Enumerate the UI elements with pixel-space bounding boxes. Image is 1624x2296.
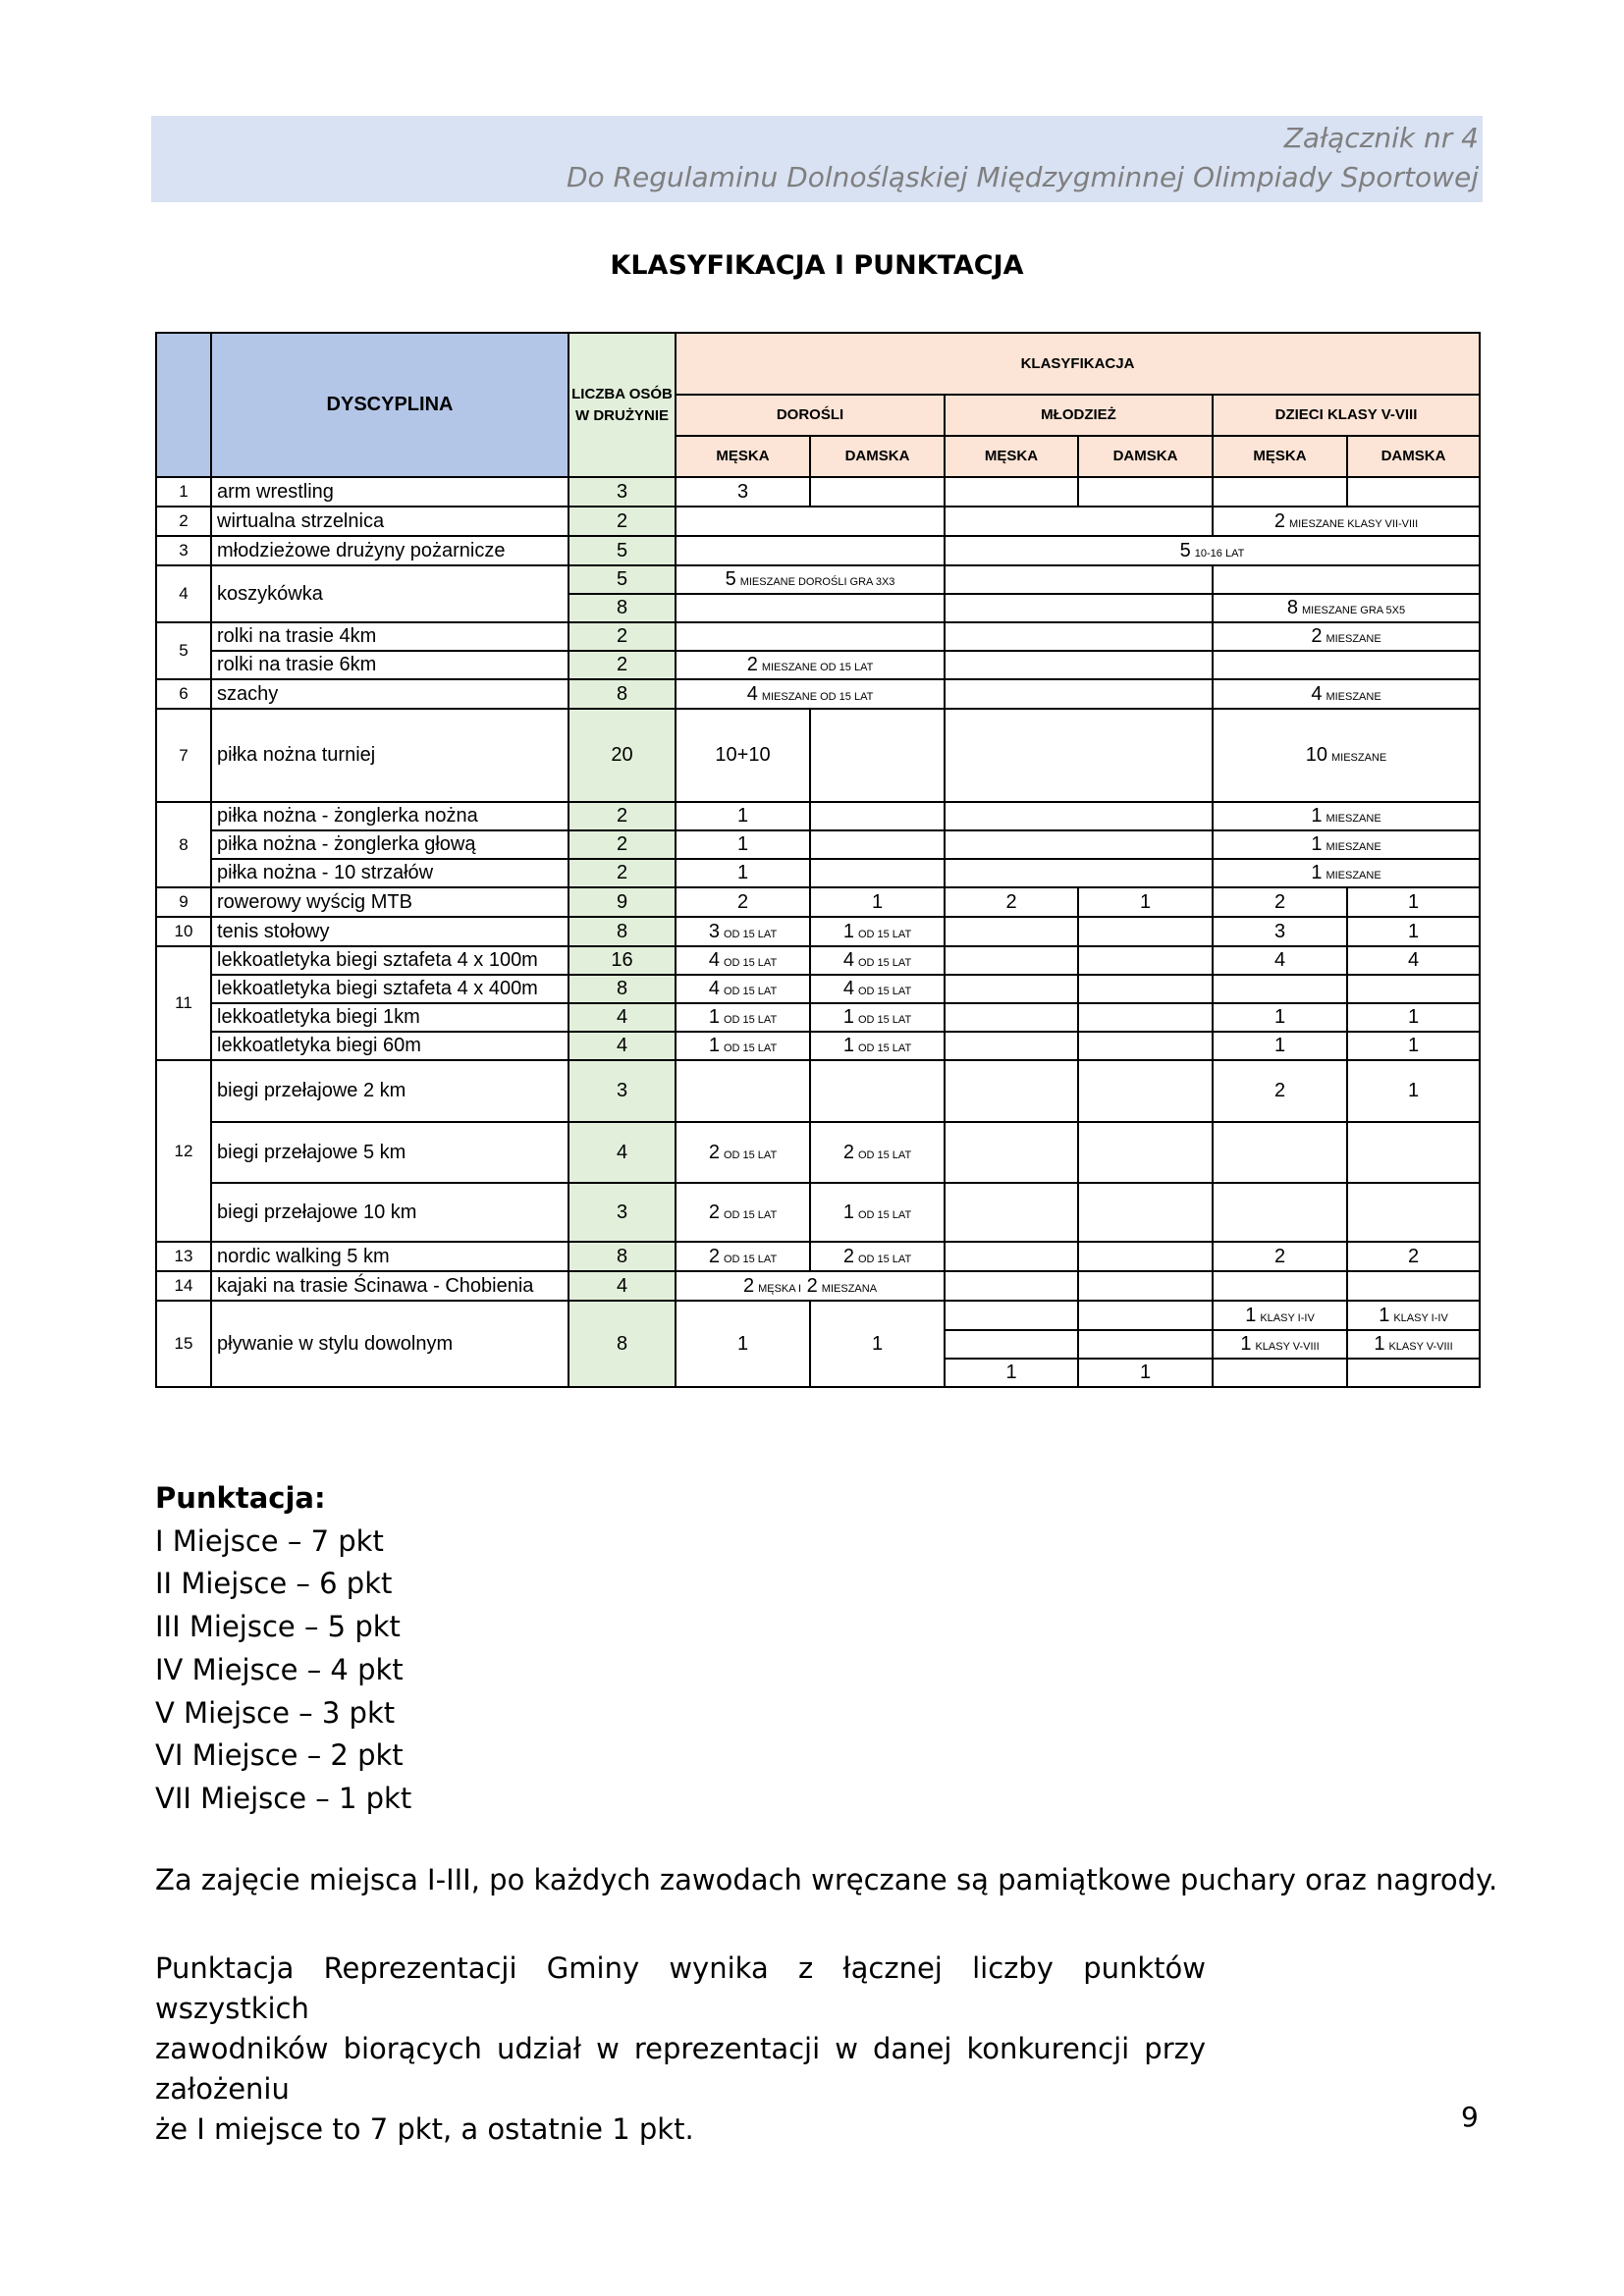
cell-dzieci-meska: 1 KLASY I-IV xyxy=(1213,1301,1347,1330)
cell-mlodziez-meska: 1 xyxy=(945,1359,1078,1387)
cell-dorosli: 5 MIESZANE DOROŚLI GRA 3X3 xyxy=(676,565,945,594)
prizes-paragraph: Za zajęcie miejsca I-III, po każdych zawodach wręczane są pamiątkowe puchary oraz nagrody. xyxy=(155,1863,1498,1896)
team-size: 8 xyxy=(568,679,676,709)
cell-dzieci-damska: 1 xyxy=(1347,1003,1480,1032)
cell-dzieci-meska: 2 xyxy=(1213,1060,1347,1122)
team-size: 2 xyxy=(568,830,676,859)
row-number: 7 xyxy=(156,709,211,802)
discipline-name: wirtualna strzelnica xyxy=(211,507,568,536)
cell-dzieci-damska: 1 xyxy=(1347,1060,1480,1122)
team-size: 2 xyxy=(568,859,676,887)
discipline-name: młodzieżowe drużyny pożarnicze xyxy=(211,536,568,565)
cell-dorosli-damska: 2 OD 15 LAT xyxy=(810,1122,945,1183)
header-damska: DAMSKA xyxy=(810,436,945,477)
table-row xyxy=(156,830,1480,859)
row-number: 3 xyxy=(156,536,211,565)
table-row xyxy=(156,1271,1480,1301)
row-number: 12 xyxy=(156,1060,211,1242)
table-row xyxy=(156,709,1480,802)
cell-dorosli-damska: 2 OD 15 LAT xyxy=(810,1242,945,1271)
team-size: 3 xyxy=(568,1060,676,1122)
discipline-name: rolki na trasie 4km xyxy=(211,622,568,651)
row-number: 6 xyxy=(156,679,211,709)
cell-dzieci-damska: 1 xyxy=(1347,1032,1480,1060)
punktacja-item: I Miejsce – 7 pkt xyxy=(155,1523,384,1558)
discipline-name: piłka nożna - 10 strzałów xyxy=(211,859,568,887)
discipline-name: lekkoatletyka biegi 1km xyxy=(211,1003,568,1032)
punktacja-item: V Miejsce – 3 pkt xyxy=(155,1695,396,1730)
header-nr xyxy=(156,333,211,477)
header-meska: MĘSKA xyxy=(676,436,810,477)
punktacja-section xyxy=(155,1477,411,1821)
cell-dorosli-damska: 4 OD 15 LAT xyxy=(810,975,945,1003)
row-number: 11 xyxy=(156,946,211,1060)
team-size: 20 xyxy=(568,709,676,802)
cell-dorosli-meska: 2 xyxy=(676,887,810,917)
team-size: 8 xyxy=(568,594,676,622)
row-number: 13 xyxy=(156,1242,211,1271)
table-row xyxy=(156,802,1480,830)
table-row xyxy=(156,859,1480,887)
cell-dorosli: 4 MIESZANE OD 15 LAT xyxy=(676,679,945,709)
scoring-paragraph xyxy=(155,1949,1206,2150)
table-row xyxy=(156,1060,1480,1122)
discipline-name: koszykówka xyxy=(211,565,568,622)
team-size: 5 xyxy=(568,565,676,594)
cell-dorosli-meska: 2 OD 15 LAT xyxy=(676,1242,810,1271)
cell-dzieci-meska: 2 xyxy=(1213,887,1347,917)
annex-subtitle: Do Regulaminu Dolnośląskiej Międzygminnej Olimpiady Sportowej xyxy=(566,161,1479,193)
discipline-name: lekkoatletyka biegi sztafeta 4 x 400m xyxy=(211,975,568,1003)
team-size: 2 xyxy=(568,802,676,830)
team-size: 4 xyxy=(568,1122,676,1183)
team-size: 8 xyxy=(568,975,676,1003)
punktacja-item: III Miejsce – 5 pkt xyxy=(155,1610,401,1644)
table-row xyxy=(156,887,1480,917)
cell-dzieci: 1 MIESZANE xyxy=(1213,859,1480,887)
team-size: 8 xyxy=(568,917,676,946)
cell-dzieci: 4 MIESZANE xyxy=(1213,679,1480,709)
row-number: 1 xyxy=(156,477,211,507)
cell-dzieci-meska: 2 xyxy=(1213,1242,1347,1271)
table-row xyxy=(156,507,1480,536)
discipline-name: kajaki na trasie Ścinawa - Chobienia xyxy=(211,1271,568,1301)
discipline-name: piłka nożna - żonglerka głową xyxy=(211,830,568,859)
cell-dorosli: 2 MĘSKA I 2 MIESZANA xyxy=(676,1271,945,1301)
row-number: 10 xyxy=(156,917,211,946)
discipline-name: arm wrestling xyxy=(211,477,568,507)
table-row xyxy=(156,917,1480,946)
cell-dzieci-meska: 1 xyxy=(1213,1032,1347,1060)
cell-dzieci-damska: 1 xyxy=(1347,887,1480,917)
scoring-line: zawodników biorących udział w reprezentacji w danej konkurencji przy założeniu xyxy=(155,2032,1206,2106)
table-row xyxy=(156,536,1480,565)
team-size: 16 xyxy=(568,946,676,975)
discipline-name: biegi przełajowe 5 km xyxy=(211,1122,568,1183)
cell-dorosli-damska: 1 OD 15 LAT xyxy=(810,1032,945,1060)
row-number: 14 xyxy=(156,1271,211,1301)
cell-dorosli-meska: 2 OD 15 LAT xyxy=(676,1183,810,1242)
team-size: 4 xyxy=(568,1003,676,1032)
punktacja-item: VI Miejsce – 2 pkt xyxy=(155,1738,404,1773)
row-number: 5 xyxy=(156,622,211,679)
punktacja-heading: Punktacja: xyxy=(155,1481,326,1515)
cell-dzieci-damska: 1 xyxy=(1347,917,1480,946)
cell-dorosli-meska: 4 OD 15 LAT xyxy=(676,946,810,975)
discipline-name: piłka nożna turniej xyxy=(211,709,568,802)
table-row xyxy=(156,1183,1480,1242)
table-row xyxy=(156,1301,1480,1330)
team-size: 9 xyxy=(568,887,676,917)
cell-dzieci-damska: 1 KLASY I-IV xyxy=(1347,1301,1480,1330)
table-row xyxy=(156,1242,1480,1271)
cell-dorosli-damska: 1 OD 15 LAT xyxy=(810,917,945,946)
cell-dorosli-meska: 1 xyxy=(676,859,810,887)
discipline-name: szachy xyxy=(211,679,568,709)
punktacja-item: II Miejsce – 6 pkt xyxy=(155,1567,393,1601)
row-number: 2 xyxy=(156,507,211,536)
table-row xyxy=(156,975,1480,1003)
discipline-name: biegi przełajowe 10 km xyxy=(211,1183,568,1242)
table-row xyxy=(156,679,1480,709)
cell-dorosli-meska: 1 xyxy=(676,802,810,830)
cell-dorosli-meska: 1 OD 15 LAT xyxy=(676,1003,810,1032)
team-size: 5 xyxy=(568,536,676,565)
team-size: 8 xyxy=(568,1242,676,1271)
cell-dzieci: 1 MIESZANE xyxy=(1213,802,1480,830)
row-number: 4 xyxy=(156,565,211,622)
team-size: 3 xyxy=(568,1183,676,1242)
team-size: 4 xyxy=(568,1271,676,1301)
cell-mlodziez-damska: 1 xyxy=(1078,1359,1213,1387)
discipline-name: tenis stołowy xyxy=(211,917,568,946)
discipline-name: rowerowy wyścig MTB xyxy=(211,887,568,917)
discipline-name: lekkoatletyka biegi 60m xyxy=(211,1032,568,1060)
team-size: 4 xyxy=(568,1032,676,1060)
table-row xyxy=(156,622,1480,651)
table-row xyxy=(156,651,1480,679)
cell-mlodziez-damska: 1 xyxy=(1078,887,1213,917)
team-size: 2 xyxy=(568,651,676,679)
table-row xyxy=(156,477,1480,507)
cell-dorosli-meska: 2 OD 15 LAT xyxy=(676,1122,810,1183)
discipline-name: piłka nożna - żonglerka nożna xyxy=(211,802,568,830)
cell-dorosli-meska: 4 OD 15 LAT xyxy=(676,975,810,1003)
header-mlodziez: MŁODZIEŻ xyxy=(945,395,1213,436)
cell-dorosli-meska: 1 xyxy=(676,1301,810,1387)
cell-dzieci-meska: 1 xyxy=(1213,1003,1347,1032)
cell-dzieci-damska: 2 xyxy=(1347,1242,1480,1271)
header-dorosli: DOROŚLI xyxy=(676,395,945,436)
cell-dzieci-meska: 1 KLASY V-VIII xyxy=(1213,1330,1347,1359)
team-size: 2 xyxy=(568,622,676,651)
row-number: 15 xyxy=(156,1301,211,1387)
cell-dorosli-damska: 1 OD 15 LAT xyxy=(810,1003,945,1032)
header-dyscyplina: DYSCYPLINA xyxy=(211,333,568,477)
page-number: 9 xyxy=(1461,2101,1479,2133)
team-size: 2 xyxy=(568,507,676,536)
cell-dzieci: 1 MIESZANE xyxy=(1213,830,1480,859)
cell-mlodziez: 5 10-16 LAT xyxy=(945,536,1480,565)
header-damska: DAMSKA xyxy=(1347,436,1480,477)
cell-dorosli-meska: 3 OD 15 LAT xyxy=(676,917,810,946)
cell-dorosli-meska: 3 xyxy=(676,477,810,507)
cell-dorosli-damska: 1 xyxy=(810,1301,945,1387)
row-number: 8 xyxy=(156,802,211,887)
cell-dorosli-meska: 10+10 xyxy=(676,709,810,802)
discipline-name: rolki na trasie 6km xyxy=(211,651,568,679)
punktacja-item: VII Miejsce – 1 pkt xyxy=(155,1781,412,1815)
header-liczba-osob: LICZBA OSÓB W DRUŻYNIE xyxy=(568,333,676,477)
punktacja-item: IV Miejsce – 4 pkt xyxy=(155,1652,404,1686)
team-size: 8 xyxy=(568,1301,676,1387)
table-row xyxy=(156,1122,1480,1183)
cell-dzieci-meska: 4 xyxy=(1213,946,1347,975)
discipline-name: lekkoatletyka biegi sztafeta 4 x 100m xyxy=(211,946,568,975)
scoring-line: że I miejsce to 7 pkt, a ostatnie 1 pkt. xyxy=(155,2112,694,2146)
header-meska: MĘSKA xyxy=(945,436,1078,477)
scoring-line: Punktacja Reprezentacji Gminy wynika z łącznej liczby punktów wszystkich xyxy=(155,1951,1206,2025)
discipline-name: pływanie w stylu dowolnym xyxy=(211,1301,568,1387)
table-row xyxy=(156,1032,1480,1060)
cell-dzieci-meska: 3 xyxy=(1213,917,1347,946)
cell-dzieci-damska: 4 xyxy=(1347,946,1480,975)
page-title: KLASYFIKACJA I PUNKTACJA xyxy=(610,250,1024,281)
header-meska: MĘSKA xyxy=(1213,436,1347,477)
header-klasyfikacja: KLASYFIKACJA xyxy=(676,333,1480,395)
discipline-name: nordic walking 5 km xyxy=(211,1242,568,1271)
table-row xyxy=(156,946,1480,975)
cell-mlodziez-meska: 2 xyxy=(945,887,1078,917)
discipline-name: biegi przełajowe 2 km xyxy=(211,1060,568,1122)
table-row xyxy=(156,565,1480,594)
cell-dzieci: 8 MIESZANE GRA 5X5 xyxy=(1213,594,1480,622)
row-number: 9 xyxy=(156,887,211,917)
cell-dorosli-meska: 1 xyxy=(676,830,810,859)
cell-dorosli: 2 MIESZANE OD 15 LAT xyxy=(676,651,945,679)
annex-number: Załącznik nr 4 xyxy=(1283,122,1479,154)
header-band xyxy=(151,116,1483,202)
cell-dzieci-damska: 1 KLASY V-VIII xyxy=(1347,1330,1480,1359)
cell-dorosli-damska: 1 xyxy=(810,887,945,917)
cell-dorosli-meska: 1 OD 15 LAT xyxy=(676,1032,810,1060)
table-row xyxy=(156,1003,1480,1032)
cell-dzieci: 10 MIESZANE xyxy=(1213,709,1480,802)
team-size: 3 xyxy=(568,477,676,507)
header-dzieci: DZIECI KLASY V-VIII xyxy=(1213,395,1480,436)
cell-dorosli-damska: 1 OD 15 LAT xyxy=(810,1183,945,1242)
cell-dzieci: 2 MIESZANE KLASY VII-VIII xyxy=(1213,507,1480,536)
header-damska: DAMSKA xyxy=(1078,436,1213,477)
cell-dzieci: 2 MIESZANE xyxy=(1213,622,1480,651)
cell-dorosli-damska: 4 OD 15 LAT xyxy=(810,946,945,975)
classification-table xyxy=(155,332,1481,1388)
